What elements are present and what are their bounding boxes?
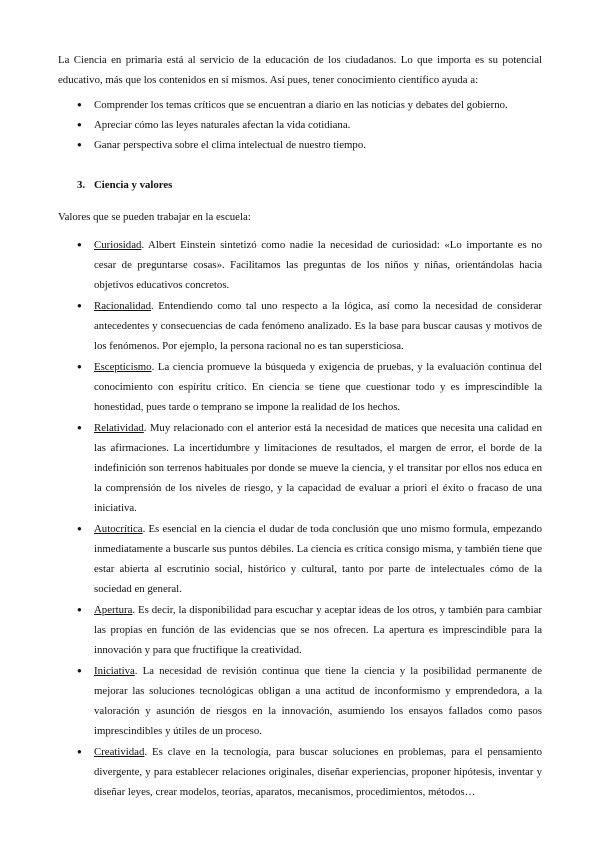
benefits-list: [58, 95, 542, 155]
value-text: . La necesidad de revisión continua que tiene la ciencia y la posibilidad permanente de mejorar las soluciones tecnológicas obligan a una actitud de inconformismo y emprendedora, a la valoración y asunción de riesgos en la innovación, asumiendo los ensayos fallados como pasos imprescindibles y útiles de un proceso.: [94, 665, 542, 737]
list-item: ● Apreciar cómo las leyes naturales afectan la vida cotidiana.: [58, 115, 542, 135]
list-item: [58, 357, 542, 417]
document-page: [58, 50, 542, 803]
value-text: . Es decir, la disponibilidad para escuchar y aceptar ideas de los otros, y también para cambiar las propias en función de las evidencias que se nos ofrecen. La apertura es imprescindible para la innovación y para que fructifique la creatividad.: [94, 604, 542, 656]
section-heading: [58, 175, 542, 195]
list-item: [58, 418, 542, 518]
list-item: [58, 600, 542, 660]
list-item: ● Ganar perspectiva sobre el clima intelectual de nuestro tiempo.: [58, 135, 542, 155]
list-item: [58, 296, 542, 356]
list-item: [58, 235, 542, 295]
intro-paragraph: La Ciencia en primaria está al servicio de la educación de los ciudadanos. Lo que importa es su potencial educativo, más que los contenidos en sí mismos. Así pues, tener conocimiento científico ayuda a:: [58, 54, 542, 86]
section-title: Ciencia y valores: [94, 179, 173, 191]
value-term: Relatividad: [94, 422, 144, 434]
value-text: . Muy relacionado con el anterior está la necesidad de matices que necesita una calidad en las afirmaciones. La incertidumbre y limitaciones de resultados, el margen de error, el borde de la indefinición son terrenos habituales por donde se mueve la ciencia, y el transitar por ellos nos educa en la comprensión de los niveles de riesgo, y la capacidad de evaluar a priori el éxito o fracaso de una iniciativa.: [94, 422, 542, 514]
value-text: . Es esencial en la ciencia el dudar de toda conclusión que uno mismo formula, empezando inmediatamente a buscarle sus puntos débiles. La ciencia es crítica consigo misma, y también tiene que estar abierta al escrutinio social, histórico y cultural, tanto por parte de intelectuales cómo de la sociedad en general.: [94, 523, 542, 595]
section-number: 3.: [77, 179, 86, 191]
value-term: Escepticismo: [94, 361, 152, 373]
list-item: [58, 661, 542, 741]
value-text: . Es clave en la tecnología, para buscar soluciones en problemas, para el pensamiento divergente, y para establecer relaciones originales, diseñar experiencias, proponer hipótesis, inventar y diseñar leyes, crear modelos, teorías, aparatos, mecanismos, procedimientos, métodos…: [94, 746, 542, 798]
list-item: [58, 519, 542, 599]
value-text: . Entendiendo como tal uno respecto a la lógica, así como la necesidad de considerar antecedentes y consecuencias de cada fenómeno analizado. Es la base para buscar causas y motivos de los fenómenos. Por ejemplo, la persona racional no es tan supersticiosa.: [94, 300, 542, 352]
value-term: Apertura: [94, 604, 133, 616]
value-term: Racionalidad: [94, 300, 151, 312]
value-term: Iniciativa: [94, 665, 135, 677]
value-text: . La ciencia promueve la búsqueda y exigencia de pruebas, y la evaluación continua del conocimiento con espíritu crítico. En ciencia se tiene que cuestionar todo y es imprescindible la honestidad, pues tarde o temprano se impone la realidad de los hechos.: [94, 361, 542, 413]
list-item: [58, 742, 542, 802]
value-term: Curiosidad: [94, 239, 142, 251]
value-term: Autocrítica: [94, 523, 143, 535]
value-text: . Albert Einstein sintetizó como nadie la necesidad de curiosidad: «Lo importante es no cesar de preguntarse cosas». Facilitamos las preguntas de los niños y niñas, orientándolas hacia objetivos educativos concretos.: [94, 239, 542, 291]
list-item: ● Comprender los temas críticos que se encuentran a diario en las noticias y debates del gobierno.: [58, 95, 542, 115]
values-intro: Valores que se pueden trabajar en la escuela:: [58, 211, 251, 223]
value-term: Creatividad: [94, 746, 145, 758]
values-list: [58, 235, 542, 802]
